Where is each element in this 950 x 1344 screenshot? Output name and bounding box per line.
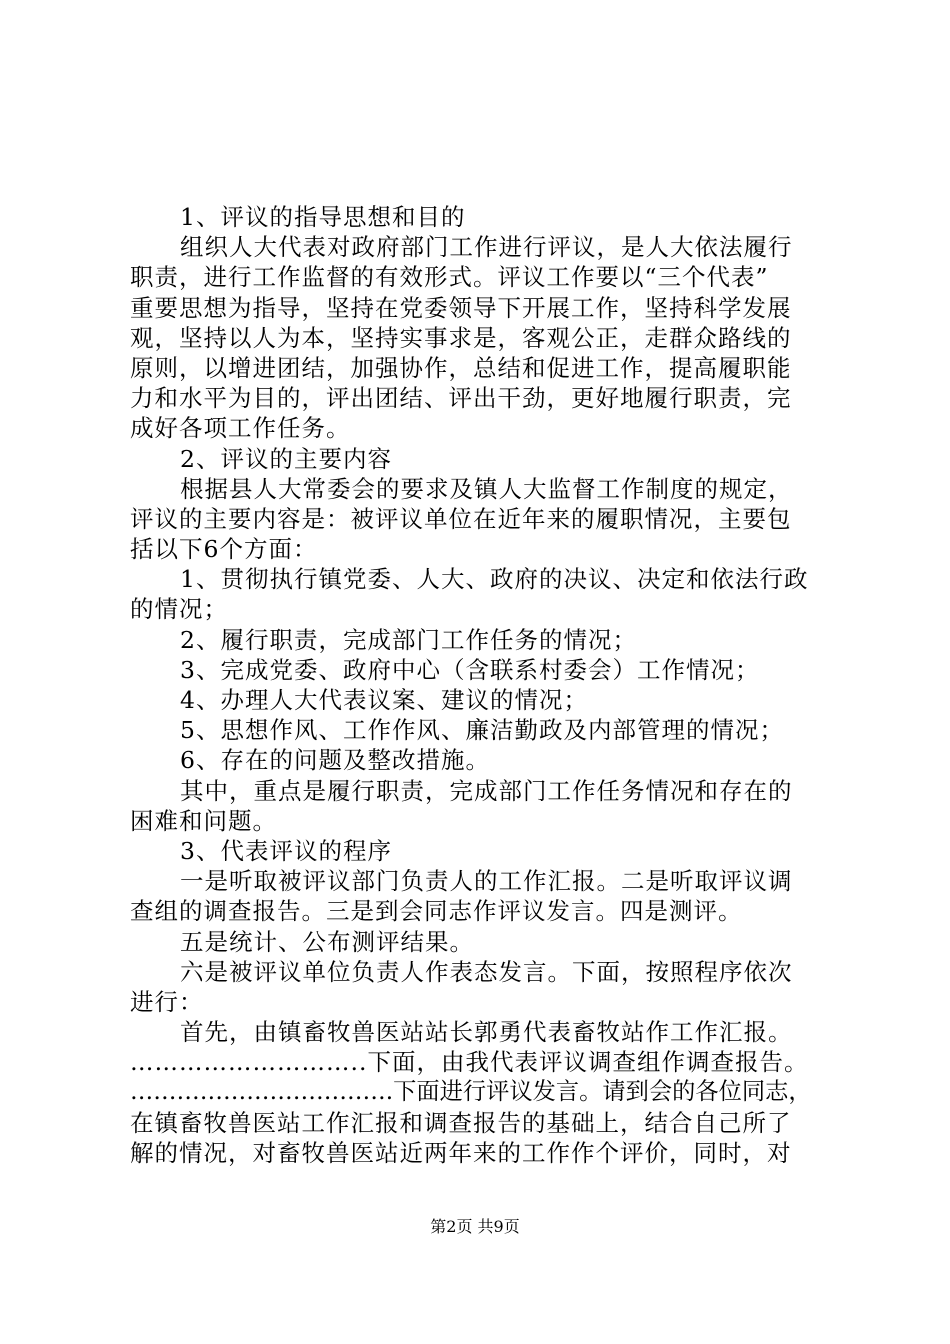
text-line: 首先，由镇畜牧兽医站站长郭勇代表畜牧站作工作汇报。 [180, 1018, 793, 1047]
text-line: 3、完成党委、政府中心（含联系村委会）工作情况； [180, 655, 760, 684]
text-line: 5、思想作风、工作作风、廉洁勤政及内部管理的情况； [180, 716, 784, 745]
text-line: 2、评议的主要内容 [180, 444, 392, 473]
text-line: 1、评议的指导思想和目的 [180, 203, 466, 231]
text-line: 重要思想为指导，坚持在党委领导下开展工作，坚持科学发展 [130, 293, 792, 322]
text-line: 力和水平为目的，评出团结、评出干劲，更好地履行职责，完 [130, 384, 792, 413]
text-line: 六是被评议单位负责人作表态发言。下面，按照程序依次 [180, 957, 793, 986]
text-line: 6、存在的问题及整改措施。 [180, 746, 490, 775]
text-line: 职责，进行工作监督的有效形式。评议工作要以“三个代表” [130, 263, 769, 292]
text-line: 解的情况，对畜牧兽医站近两年来的工作作个评价，同时，对 [130, 1138, 792, 1167]
text-line: 评议的主要内容是：被评议单位在近年来的履职情况，主要包 [130, 504, 792, 533]
text-line: 组织人大代表对政府部门工作进行评议，是人大依法履行 [180, 233, 793, 262]
text-line: 成好各项工作任务。 [130, 414, 351, 443]
text-line: 根据县人大常委会的要求及镇人大监督工作制度的规定， [180, 474, 793, 503]
page-number-label: 第2页 共9页 [430, 1217, 520, 1236]
text-line: 2、履行职责，完成部门工作任务的情况； [180, 625, 637, 654]
text-line: 4、办理人大代表议案、建议的情况； [180, 686, 588, 714]
page-footer [0, 1217, 950, 1237]
text-line: 1、贯彻执行镇党委、人大、政府的决议、决定和依法行政 [180, 565, 809, 594]
text-line: 在镇畜牧兽医站工作汇报和调查报告的基础上，结合自己所了 [130, 1108, 792, 1137]
document-body [130, 202, 830, 1168]
text-line: 3、代表评议的程序 [180, 836, 392, 865]
text-line: …………………………….下面进行评议发言。请到会的各位同志， [130, 1078, 812, 1106]
text-line: 括以下6个方面： [130, 535, 318, 564]
text-line: 一是听取被评议部门负责人的工作汇报。二是听取评议调 [180, 867, 793, 896]
text-line: ………………………..下面，由我代表评议调查组作调查报告。 [130, 1048, 809, 1077]
text-line: 的情况； [130, 595, 228, 624]
text-line: 查组的调查报告。三是到会同志作评议发言。四是测评。 [130, 897, 743, 926]
text-line: 进行： [130, 987, 204, 1016]
text-line: 其中，重点是履行职责，完成部门工作任务情况和存在的 [180, 776, 793, 805]
text-line: 困难和问题。 [130, 806, 277, 835]
text-line: 观，坚持以人为本，坚持实事求是，客观公正，走群众路线的 [130, 323, 792, 352]
text-line: 原则，以增进团结，加强协作，总结和促进工作，提高履职能 [130, 353, 792, 382]
text-line: 五是统计、公布测评结果。 [180, 927, 474, 956]
